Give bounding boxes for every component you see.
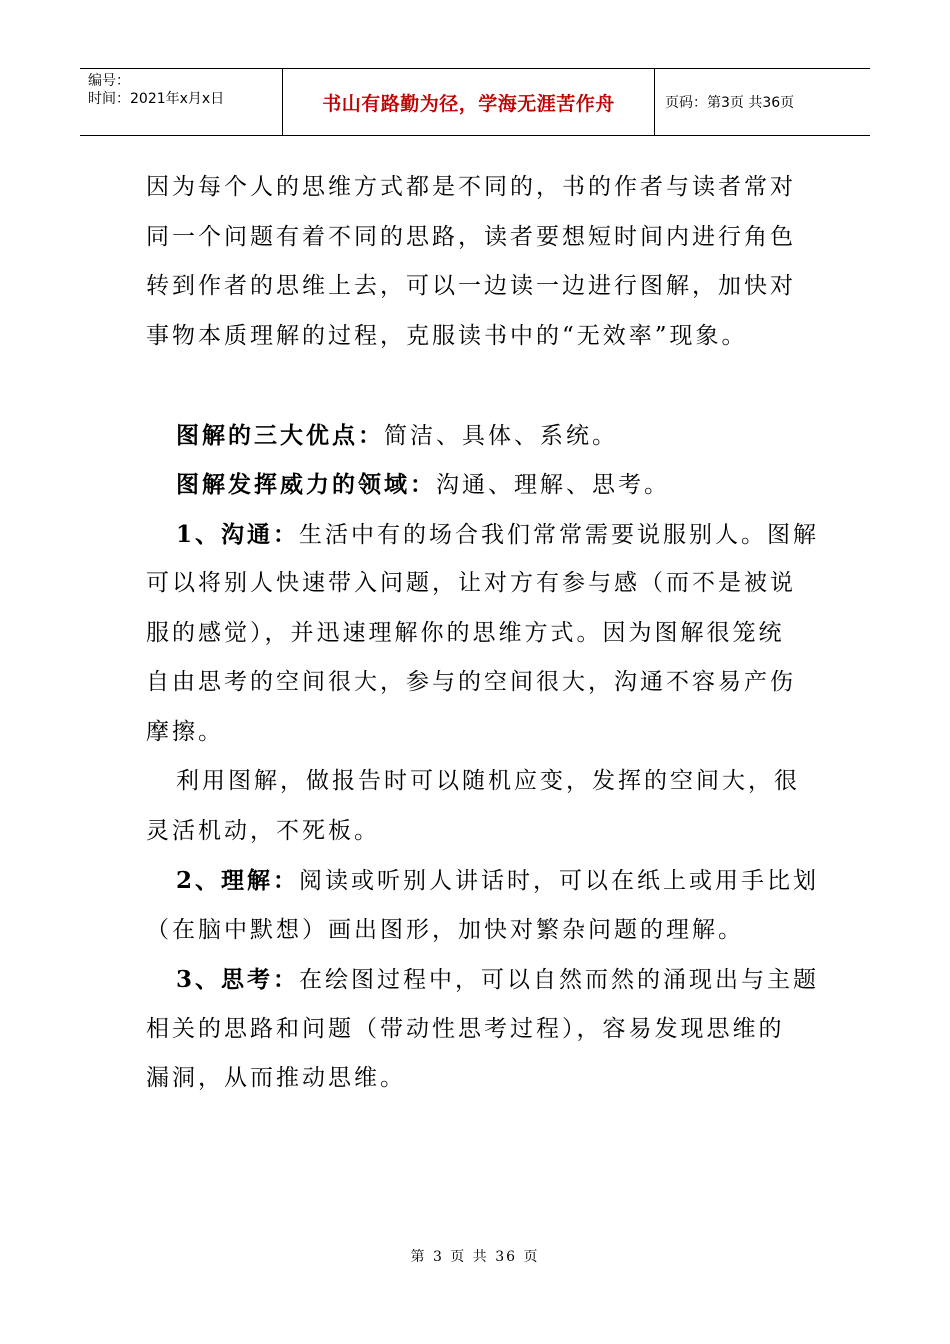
header-page-cell: [655, 69, 870, 135]
section2-label: 2、理解：: [176, 867, 300, 894]
document-body: [146, 163, 820, 1104]
section1-first-line: [146, 510, 820, 560]
header-page-number: 页码：第3页 共36页: [665, 95, 795, 111]
section3-first-line: [146, 955, 820, 1005]
section1-label: 1、沟通：: [176, 520, 300, 548]
paragraph-line: 灵活机动，不死板。: [146, 817, 380, 844]
header-motto-cell: [283, 69, 655, 135]
advantages-line: [146, 411, 814, 461]
paragraph-line: 事物本质理解的过程，克服读书中的“无效率”现象。: [146, 322, 748, 349]
section2-text: 阅读或听别人讲话时，可以在纸上或用手比划: [299, 868, 820, 894]
paragraph-line: 相关的思路和问题（带动性思考过程），容易发现思维的: [146, 1015, 785, 1042]
paragraph-line: 漏洞，从而推动思维。: [146, 1065, 406, 1091]
paragraph-line: 因为每个人的思维方式都是不同的，书的作者与读者常对: [146, 174, 796, 200]
header-table: [80, 68, 870, 136]
paragraph-line: 摩擦。: [146, 718, 224, 745]
paragraph-gap: [146, 361, 814, 411]
paragraph-line: 服的感觉），并迅速理解你的思维方式。因为图解很笼统: [146, 619, 785, 646]
paragraph-line: 同一个问题有着不同的思路，读者要想短时间内进行角色: [146, 223, 796, 250]
paragraph-line: （在脑中默想）画出图形，加快对繁杂问题的理解。: [146, 916, 744, 943]
domains-text: 沟通、理解、思考。: [436, 472, 670, 498]
paragraph-line: 转到作者的思维上去，可以一边读一边进行图解，加快对: [146, 273, 796, 299]
section1-text: 生活中有的场合我们常常需要说服别人。图解: [299, 521, 820, 548]
document-date: 时间：2021年x月x日: [88, 91, 225, 107]
section3-label: 3、思考：: [176, 966, 300, 993]
paragraph-line: 可以将别人快速带入问题，让对方有参与感（而不是被说: [146, 570, 796, 596]
header-motto: 书山有路勤为径，学海无涯苦作舟: [322, 92, 615, 115]
advantages-text: 简洁、具体、系统。: [384, 422, 618, 449]
section2-first-line: [146, 856, 820, 906]
section1-extra-first-line: 利用图解，做报告时可以随机应变，发挥的空间大，很: [176, 768, 800, 794]
page-footer: 第 3 页 共 36 页: [410, 1249, 540, 1265]
document-code: 编号：: [88, 73, 130, 89]
domains-line: [146, 460, 814, 510]
section3-text: 在绘图过程中，可以自然而然的涌现出与主题: [299, 967, 820, 993]
header-meta-cell: [80, 69, 283, 135]
domains-label: 图解发挥威力的领域：: [176, 471, 436, 498]
paragraph-line: 自由思考的空间很大，参与的空间很大，沟通不容易产伤: [146, 669, 796, 695]
advantages-label: 图解的三大优点：: [176, 421, 384, 449]
